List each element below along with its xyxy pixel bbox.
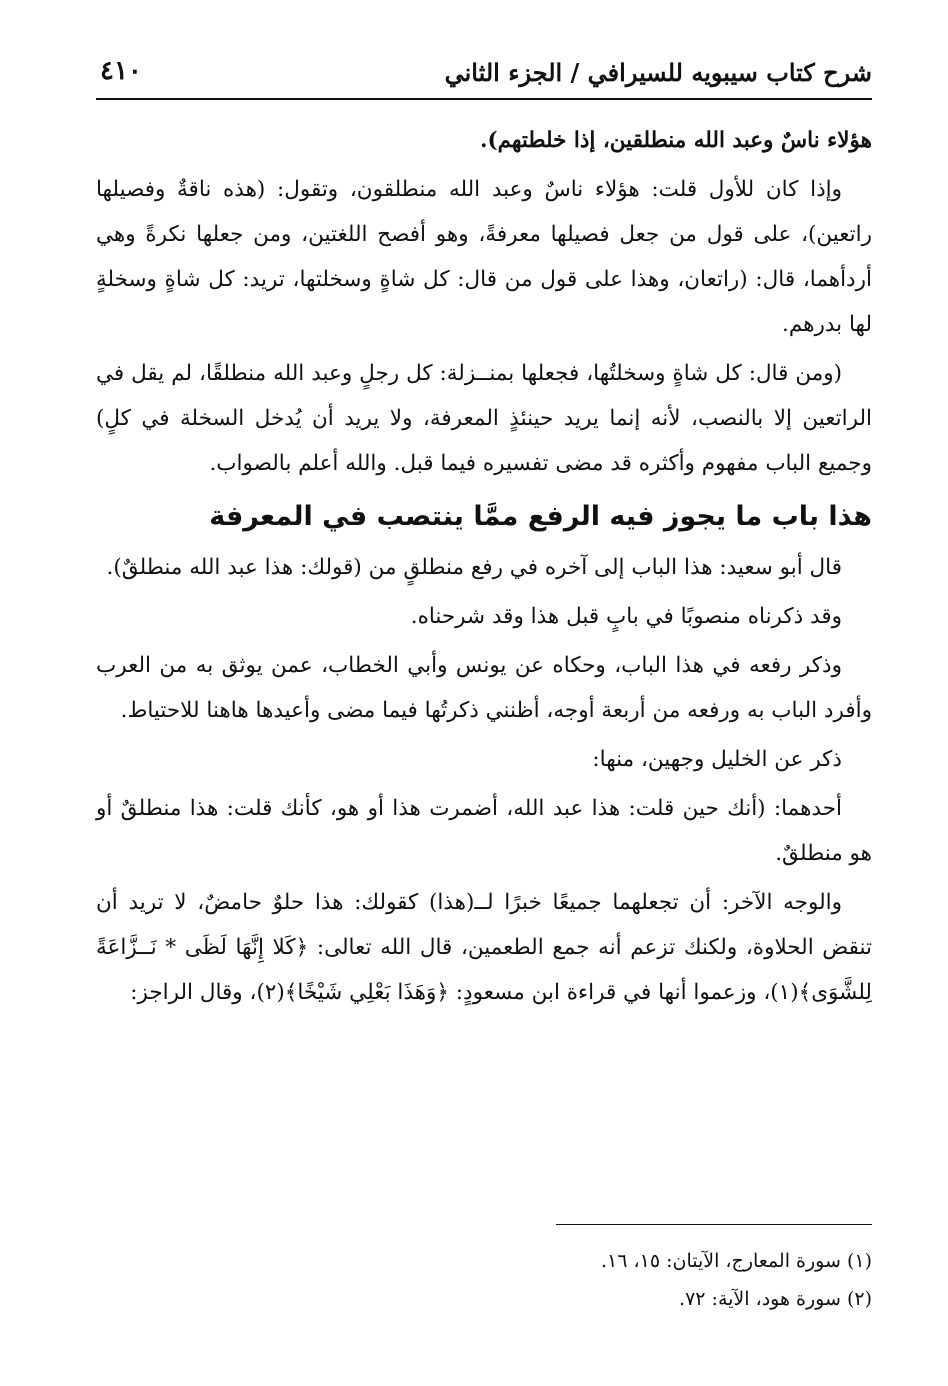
footnotes — [96, 1242, 872, 1318]
paragraph: والوجه الآخر: أن تجعلهما جميعًا خبرًا لــ(هذا) كقولك: هذا حلوٌ حامضٌ، لا تريد أن تنقض الحلاوة، ولكنك تزعم أنه جمع الطعمين، قال الله تعالى: ﴿كَلا إِنَّهَا لَظَى * نَــزَّاعَةً لِلشَّوَى﴾(١)، وزعموا أنها في قراءة ابن مسعودٍ: ﴿وَهَذَا بَعْلِي شَيْخًا﴾(٢)، وقال الراجز: — [96, 890, 872, 1005]
paragraph: (ومن قال: كل شاةٍ وسخلتُها، فجعلها بمنــزلة: كل رجلٍ وعبد الله منطلقًا، لم يقل في الراتعين إلا بالنصب، لأنه إنما يريد حينئذٍ المعرفة، ولا يريد أن يُدخل السخلة في كلٍ) وجميع الباب مفهوم وأكثره قد مضى تفسيره فيما قبل. والله أعلم بالصواب. — [96, 361, 872, 476]
paragraph: قال أبو سعيد: هذا الباب إلى آخره في رفع منطلقٍ من (قولك: هذا عبد الله منطلقٌ). — [106, 555, 842, 580]
paragraph: وإذا كان للأول قلت: هؤلاء ناسٌ وعبد الله منطلقون، وتقول: (هذه ناقةٌ وفصيلها راتعين)، على قول من جعل فصيلها معرفةً، وهو أفصح اللغتين، ومن جعلها نكرةً وهي أردأهما، قال: (راتعان، وهذا على قول من قال: كل شاةٍ وسخلتها، تريد: كل شاةٍ وسخلةٍ لها بدرهم. — [96, 177, 872, 337]
main-text — [96, 118, 872, 1019]
paragraph: وذكر رفعه في هذا الباب، وحكاه عن يونس وأبي الخطاب، عمن يوثق به من العرب وأفرد الباب به ورفعه من أربعة أوجه، أظنني ذكرتُها فيما مضى وأعيدها هاهنا للاحتياط. — [96, 653, 872, 723]
paragraph: هؤلاء ناسٌ وعبد الله منطلقين، إذا خلطتهم). — [479, 128, 872, 153]
section-heading: هذا باب ما يجوز فيه الرفع ممَّا ينتصب في المعرفة — [209, 501, 872, 532]
footnote: (١) سورة المعارج، الآيتان: ١٥، ١٦. — [601, 1250, 872, 1272]
footnote-separator — [556, 1224, 872, 1225]
paragraph: أحدهما: (أنك حين قلت: هذا عبد الله، أضمرت هذا أو هو، كأنك قلت: هذا منطلقٌ أو هو منطلقٌ. — [96, 796, 872, 866]
page-number: ٤١٠ — [100, 56, 142, 86]
paragraph: ذكر عن الخليل وجهين، منها: — [592, 747, 842, 772]
running-header — [96, 52, 872, 100]
footnote: (٢) سورة هود، الآية: ٧٢. — [679, 1288, 872, 1310]
paragraph: وقد ذكرناه منصوبًا في بابٍ قبل هذا وقد شرحناه. — [410, 604, 842, 629]
header-title: شرح كتاب سيبويه للسيرافي / الجزء الثاني — [444, 58, 872, 87]
